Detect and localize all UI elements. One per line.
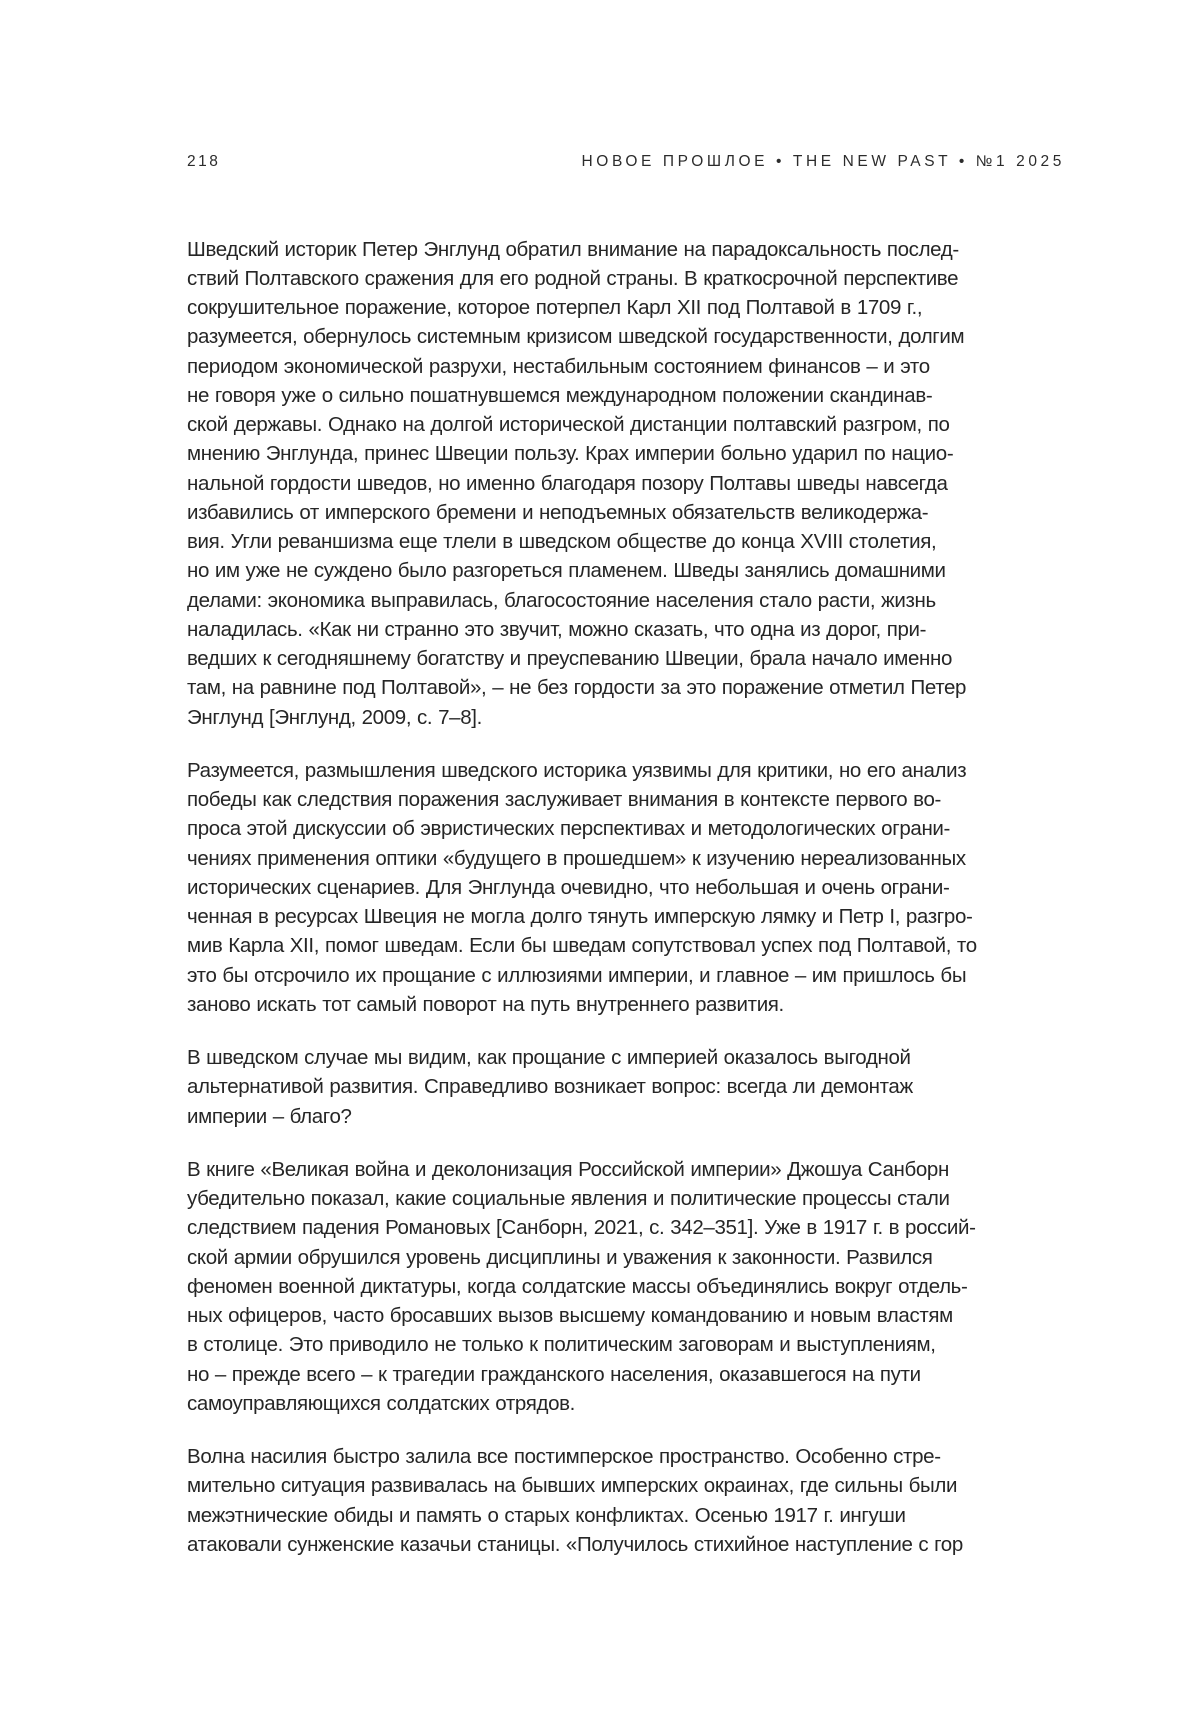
paragraph-1: Шведский историк Петер Энглунд обратил внимание на парадоксальность послед- ствий Полтавского сражения для его родной страны. В краткосрочной перспективе сокрушительное поражение, которое потерпел Карл XII под Полтавой в 1709 г., разумеется, обернулось системным кризисом шведской государственности, долгим периодом экономической разрухи, нестабильным состоянием финансов – и это не говоря уже о сильно пошатнувшемся международном положении скандинав- ской державы. Однако на долгой исторической дистанции полтавский разгром, по мнению Энглунда, принес Швеции пользу. Крах империи больно ударил по нацио- нальной гордости шведов, но именно благодаря позору Полтавы шведы навсегда избавились от имперского бремени и неподъемных обязательств великодержа- вия. Угли реваншизма еще тлели в шведском обществе до конца XVIII столетия, но им уже не суждено было разгореться пламенем. Шведы занялись домашними делами: экономика выправилась, благосостояние населения стало расти, жизнь наладилась. «Как ни странно это звучит, можно сказать, что одна из дорог, при- ведших к сегодняшнему богатству и преуспеванию Швеции, брала начало именно там, на равнине под Полтавой», – не без гордости за это поражение отметил Петер Энглунд [Энглунд, 2009, с. 7–8]. — [187, 237, 967, 729]
paragraph-4: В книге «Великая война и деколонизация Российской империи» Джошуа Санборн убедительно показал, какие социальные явления и политические процессы стали следствием падения Романовых [Санборн, 2021, с. 342–351]. Уже в 1917 г. в россий- ской армии обрушился уровень дисциплины и уважения к законности. Развился феномен военной диктатуры, когда солдатские массы объединялись вокруг отдель- ных офицеров, часто бросавших вызов высшему командованию и новым властям в столице. Это приводило не только к политическим заговорам и выступлениям, но – прежде всего – к трагедии гражданского населения, оказавшегося на пути самоуправляющихся солдатских отрядов. — [187, 1157, 976, 1415]
page-number: 218 — [187, 153, 221, 170]
page-header — [187, 153, 1065, 172]
paragraph-3: В шведском случае мы видим, как прощание с империей оказалось выгодной альтернативой развития. Справедливо возникает вопрос: всегда ли демонтаж империи – благо? — [187, 1046, 913, 1128]
article-body — [187, 235, 1065, 1560]
paragraph-2: Разумеется, размышления шведского историка уязвимы для критики, но его анализ победы как следствия поражения заслуживает внимания в контексте первого во- проса этой дискуссии об эвристических перспективах и методологических ограни- чениях применения оптики «будущего в прошедшем» к изучению нереализованных исторических сценариев. Для Энглунда очевидно, что небольшая и очень ограни- ченная в ресурсах Швеция не могла долго тянуть имперскую лямку и Петр I, разгро- мив Карла XII, помог шведам. Если бы шведам сопутствовал успех под Полтавой, то это бы отсрочило их прощание с иллюзиями империи, и главное – им пришлось бы заново искать тот самый поворот на путь внутреннего развития. — [187, 758, 977, 1016]
paragraph-5: Волна насилия быстро залила все постимперское пространство. Особенно стре- мительно ситуация развивалась на бывших имперских окраинах, где сильны были межэтнические обиды и память о старых конфликтах. Осенью 1917 г. ингуши атаковали сунженские казачьи станицы. «Получилось стихийное наступление с гор — [187, 1445, 963, 1556]
journal-running-title: НОВОЕ ПРОШЛОЕ • THE NEW PAST • №1 2025 — [581, 153, 1065, 170]
